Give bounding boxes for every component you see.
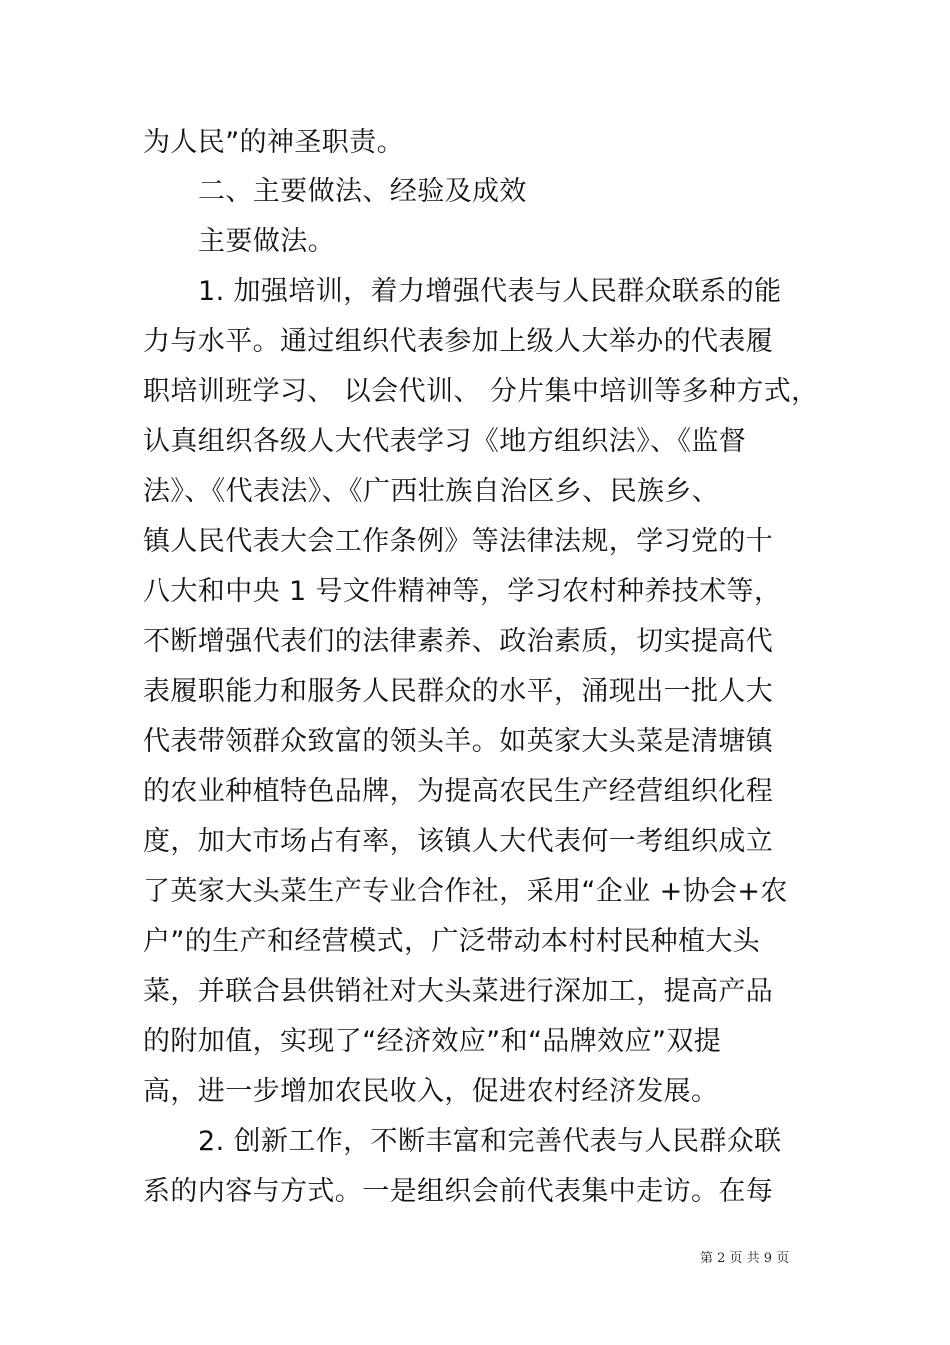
text-line: 2. 创新工作，不断丰富和完善代表与人民群众联 bbox=[198, 1126, 782, 1157]
text-line: 代表带领群众致富的领头羊。如英家大头菜是清塘镇 bbox=[143, 726, 774, 757]
text-line: 镇人民代表大会工作条例》等法律法规，学习党的十 bbox=[143, 526, 774, 557]
text-line: 的附加值，实现了“经济效应”和“品牌效应”双提 bbox=[143, 1026, 722, 1057]
text-line: 职培训班学习、 以会代训、 分片集中培训等多种方式， bbox=[143, 376, 819, 407]
text-line: 表履职能力和服务人民群众的水平，涌现出一批人大 bbox=[143, 676, 774, 707]
text-line: 度，加大市场占有率，该镇人大代表何一考组织成立 bbox=[143, 826, 774, 857]
text-line: 认真组织各级人大代表学习《地方组织法》、《监督 bbox=[143, 426, 747, 457]
text-line: 八大和中央 1 号文件精神等，学习农村种养技术等， bbox=[143, 576, 782, 607]
text-line: 为人民”的神圣职责。 bbox=[143, 127, 404, 158]
text-line: 高，进一步增加农民收入，促进农村经济发展。 bbox=[143, 1076, 719, 1107]
text-line: 的农业种植特色品牌，为提高农民生产经营组织化程 bbox=[143, 776, 774, 807]
subsection-heading: 主要做法。 bbox=[198, 226, 335, 257]
text-line: 户”的生产和经营模式，广泛带动本村村民种植大头 bbox=[143, 926, 761, 957]
text-line: 不断增强代表们的法律素养、政治素质，切实提高代 bbox=[143, 626, 774, 657]
text-line: 了英家大头菜生产专业合作社，采用“企业 +协会+农 bbox=[143, 876, 788, 907]
text-line: 力与水平。通过组织代表参加上级人大举办的代表履 bbox=[143, 326, 774, 357]
page-number: 第 2 页 共 9 页 bbox=[700, 1251, 790, 1266]
text-line: 1. 加强培训，着力增强代表与人民群众联系的能 bbox=[198, 276, 782, 307]
text-line: 法》、《代表法》、《广西壮族自治区乡、民族乡、 bbox=[143, 476, 720, 507]
text-line: 系的内容与方式。一是组织会前代表集中走访。在每 bbox=[143, 1176, 774, 1207]
text-line: 菜，并联合县供销社对大头菜进行深加工，提高产品 bbox=[143, 976, 774, 1007]
section-heading: 二、主要做法、经验及成效 bbox=[198, 176, 527, 207]
